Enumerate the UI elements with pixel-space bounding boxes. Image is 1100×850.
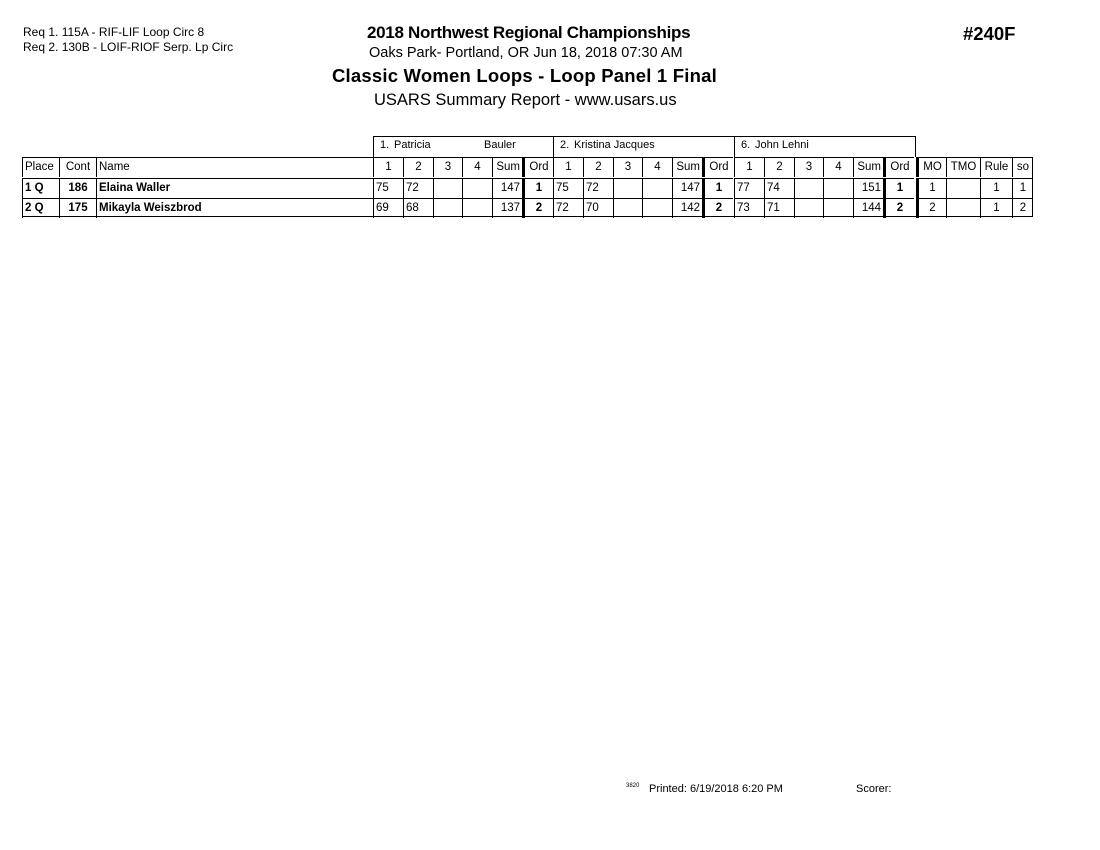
column-header-rule: Rule [980, 157, 1012, 177]
scorer-label: Scorer: [856, 783, 892, 795]
judge-2-ord-cell: 2 [702, 198, 733, 218]
judge-number: 6. [741, 139, 751, 151]
judge-first-name: Patricia [394, 139, 431, 151]
judge-last-name: Bauler [484, 139, 516, 151]
place-cell: 1 Q [22, 178, 59, 198]
judge-1-ord-cell: 2 [522, 198, 553, 218]
judge-3-ord-cell: 2 [883, 198, 914, 218]
name-cell: Mikayla Weiszbrod [96, 198, 373, 218]
column-header-j3: 3 [613, 157, 642, 177]
judge-2-s1-cell: 72 [553, 198, 583, 218]
column-header-tmo: TMO [946, 157, 980, 177]
mo-cell: 1 [916, 178, 946, 198]
judge-1-s2-cell: 72 [403, 178, 433, 198]
judge-2-s2-cell: 70 [583, 198, 613, 218]
judge-1-s3-cell [433, 178, 462, 198]
rule-cell: 1 [980, 198, 1012, 218]
judge-3-s4-cell [823, 198, 853, 218]
column-header-cont: Cont [59, 157, 96, 177]
table-right-border [1032, 157, 1033, 217]
judge-number: 2. [560, 139, 570, 151]
column-header-mo: MO [916, 157, 946, 177]
judge-2-ord-cell: 1 [702, 178, 733, 198]
judge-1-s1-cell: 75 [373, 178, 403, 198]
column-header-j1: 1 [734, 157, 764, 177]
column-header-j4: 4 [823, 157, 853, 177]
name-cell: Elaina Waller [96, 178, 373, 198]
judge-1-ord-cell: 1 [522, 178, 553, 198]
report-code: 3820 [626, 783, 640, 789]
judge-first-name: Kristina Jacques [574, 139, 655, 151]
table-bottom-border [22, 216, 1033, 217]
column-header-so: so [1012, 157, 1033, 177]
place-cell: 2 Q [22, 198, 59, 218]
judge-1-s3-cell [433, 198, 462, 218]
mo-cell: 2 [916, 198, 946, 218]
column-header-j4: 4 [642, 157, 672, 177]
column-header-name: Name [96, 157, 373, 177]
report-title: USARS Summary Report - www.usars.us [374, 91, 677, 109]
judge-3-s2-cell: 71 [764, 198, 794, 218]
judge-1-s4-cell [462, 178, 492, 198]
tmo-cell [946, 178, 980, 198]
judge-2-sum-cell: 147 [672, 178, 702, 198]
judge-3-sum-cell: 144 [853, 198, 883, 218]
so-cell: 1 [1012, 178, 1033, 198]
judge-first-name: John Lehni [755, 139, 809, 151]
column-header-j3: 3 [433, 157, 462, 177]
judge-1-header [373, 136, 554, 157]
column-header-place: Place [22, 157, 59, 177]
judge-6-header [734, 136, 916, 157]
judge-3-s3-cell [794, 198, 823, 218]
column-header-j2: 2 [403, 157, 433, 177]
column-header-j1: 1 [373, 157, 403, 177]
requirement-1: Req 1. 115A - RIF-LIF Loop Circ 8 [23, 25, 205, 39]
cont-cell: 175 [59, 198, 96, 218]
competition-title: Classic Women Loops - Loop Panel 1 Final [332, 65, 717, 86]
judge-number: 1. [380, 139, 390, 151]
event-subtitle: Oaks Park- Portland, OR Jun 18, 2018 07:30 AM [369, 45, 683, 61]
judge-3-s2-cell: 74 [764, 178, 794, 198]
column-header-sum: Sum [672, 157, 702, 177]
judge-3-s4-cell [823, 178, 853, 198]
judge-1-sum-cell: 137 [492, 198, 522, 218]
column-header-sum: Sum [492, 157, 522, 177]
judge-2-sum-cell: 142 [672, 198, 702, 218]
judge-2-header [553, 136, 735, 157]
column-header-ord: Ord [702, 157, 733, 177]
printed-timestamp: Printed: 6/19/2018 6:20 PM [649, 783, 783, 795]
judge-1-s4-cell [462, 198, 492, 218]
judge-2-s1-cell: 75 [553, 178, 583, 198]
column-header-j2: 2 [764, 157, 794, 177]
judge-2-s2-cell: 72 [583, 178, 613, 198]
judge-2-s4-cell [642, 178, 672, 198]
column-header-sum: Sum [853, 157, 883, 177]
tmo-cell [946, 198, 980, 218]
judge-1-s1-cell: 69 [373, 198, 403, 218]
event-number: #240F [963, 23, 1016, 44]
judge-3-s1-cell: 73 [734, 198, 764, 218]
judge-1-s2-cell: 68 [403, 198, 433, 218]
event-title: 2018 Northwest Regional Championships [367, 23, 691, 42]
so-cell: 2 [1012, 198, 1033, 218]
column-header-j3: 3 [794, 157, 823, 177]
judge-3-s3-cell [794, 178, 823, 198]
judge-1-sum-cell: 147 [492, 178, 522, 198]
column-header-j1: 1 [553, 157, 583, 177]
judge-2-s4-cell [642, 198, 672, 218]
cont-cell: 186 [59, 178, 96, 198]
judge-3-ord-cell: 1 [883, 178, 914, 198]
column-header-j4: 4 [462, 157, 492, 177]
judge-2-s3-cell [613, 178, 642, 198]
column-header-j2: 2 [583, 157, 613, 177]
judge-3-s1-cell: 77 [734, 178, 764, 198]
requirement-2: Req 2. 130B - LOIF-RIOF Serp. Lp Circ [23, 40, 234, 54]
column-header-ord: Ord [883, 157, 914, 177]
rule-cell: 1 [980, 178, 1012, 198]
column-header-ord: Ord [522, 157, 553, 177]
judge-2-s3-cell [613, 198, 642, 218]
judge-3-sum-cell: 151 [853, 178, 883, 198]
